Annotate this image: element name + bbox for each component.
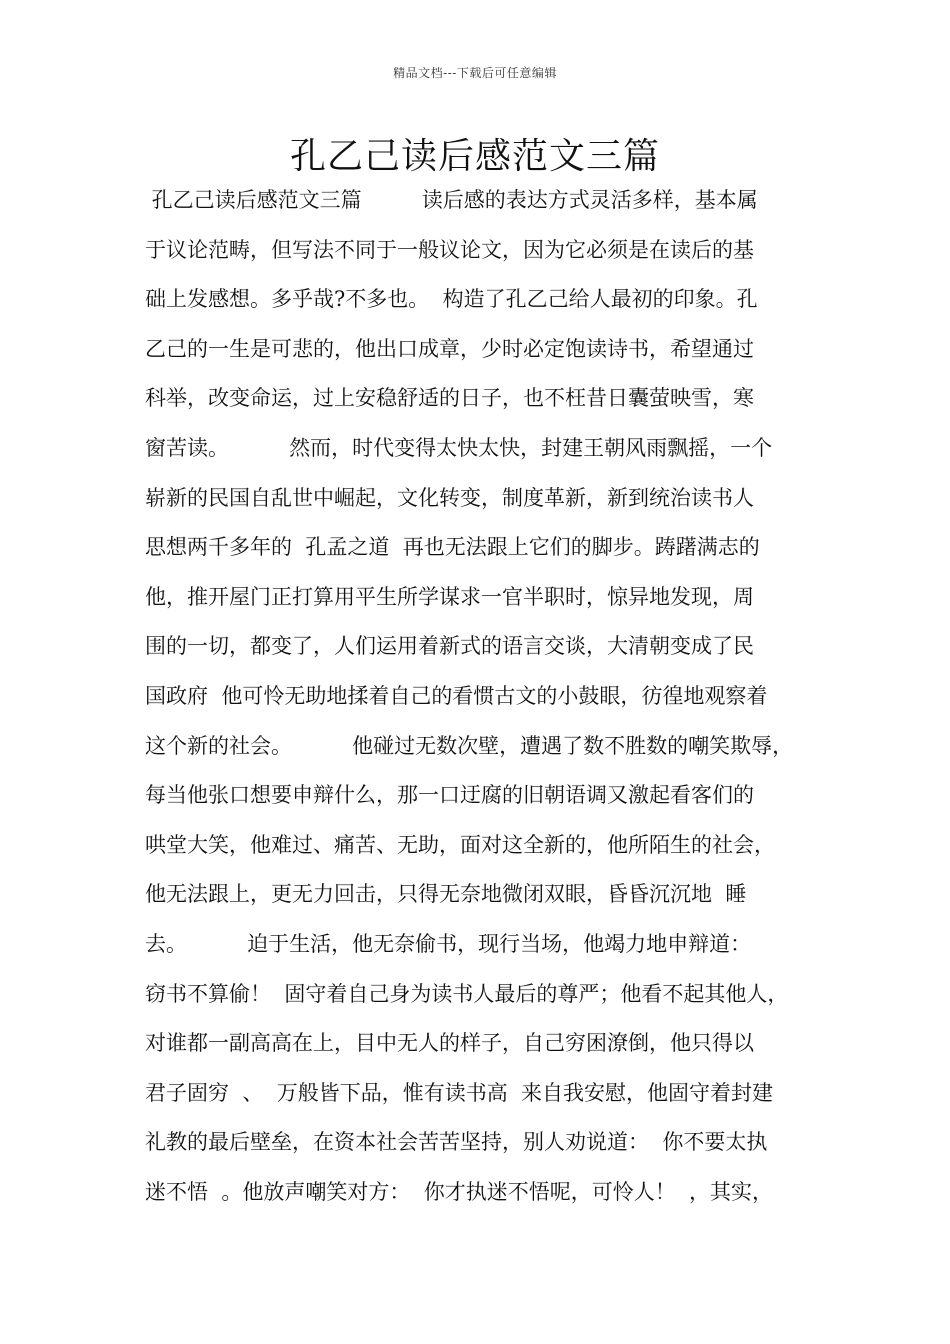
body-line: 对谁都一副高高在上，目中无人的样子，自己穷困潦倒，他只得以	[145, 1031, 754, 1056]
body-line: 君子固穷 、 万般皆下品，惟有读书高 来自我安慰，他固守着封建	[145, 1080, 774, 1105]
body-line: 崭新的民国自乱世中崛起，文化转变，制度革新，新到统治读书人	[145, 485, 754, 510]
body-line: 窗苦读。 然而，时代变得太快太快，封建王朝风雨飘摇，一个	[145, 435, 773, 460]
body-line: 迷不悟 。他放声嘲笑对方： 你才执迷不悟呢，可怜人！ ，其实，	[145, 1179, 774, 1204]
document-title: 孔乙己读后感范文三篇	[289, 136, 660, 177]
body-line: 每当他张口想要申辩什么，那一口迂腐的旧朝语调又激起看客们的	[145, 783, 754, 808]
body-line: 于议论范畴，但写法不同于一般议论文，因为它必须是在读后的基	[145, 237, 754, 262]
body-line: 础上发感想。多乎哉?不多也。 构造了孔乙己给人最初的印象。孔	[145, 287, 758, 312]
document-body	[145, 182, 835, 1223]
body-line: 他，推开屋门正打算用平生所学谋求一官半职时，惊异地发现，周	[145, 584, 754, 609]
page-header: 精品文档---下载后可任意编辑	[393, 66, 557, 80]
body-line: 哄堂大笑，他难过、痛苦、无助，面对这全新的，他所陌生的社会，	[145, 832, 775, 857]
body-line: 乙己的一生是可悲的，他出口成章，少时必定饱读诗书，希望通过	[145, 336, 754, 361]
body-line: 窃书不算偷！ 固守着自己身为读书人最后的尊严；他看不起其他人，	[145, 981, 789, 1006]
body-line: 围的一切，都变了，人们运用着新式的语言交谈，大清朝变成了民	[145, 634, 754, 659]
body-line: 去。 迫于生活，他无奈偷书，现行当场，他竭力地申辩道：	[145, 931, 752, 956]
body-line: 他无法跟上，更无力回击，只得无奈地微闭双眼，昏昏沉沉地 睡	[145, 882, 747, 907]
body-line: 国政府 他可怜无助地揉着自己的看惯古文的小鼓眼，彷徨地观察着	[145, 683, 768, 708]
body-line: 科举，改变命运，过上安稳舒适的日子，也不枉昔日囊萤映雪，寒	[145, 386, 754, 411]
body-line: 这个新的社会。 他碰过无数次壁，遭遇了数不胜数的嘲笑欺辱，	[145, 733, 794, 758]
body-line: 礼教的最后壁垒，在资本社会苦苦坚持，别人劝说道： 你不要太执	[145, 1130, 768, 1155]
body-line: 思想两千多年的 孔孟之道 再也无法跟上它们的脚步。踌躇满志的	[145, 535, 760, 560]
body-line: 孔乙己读后感范文三篇 读后感的表达方式灵活多样，基本属	[145, 188, 758, 212]
